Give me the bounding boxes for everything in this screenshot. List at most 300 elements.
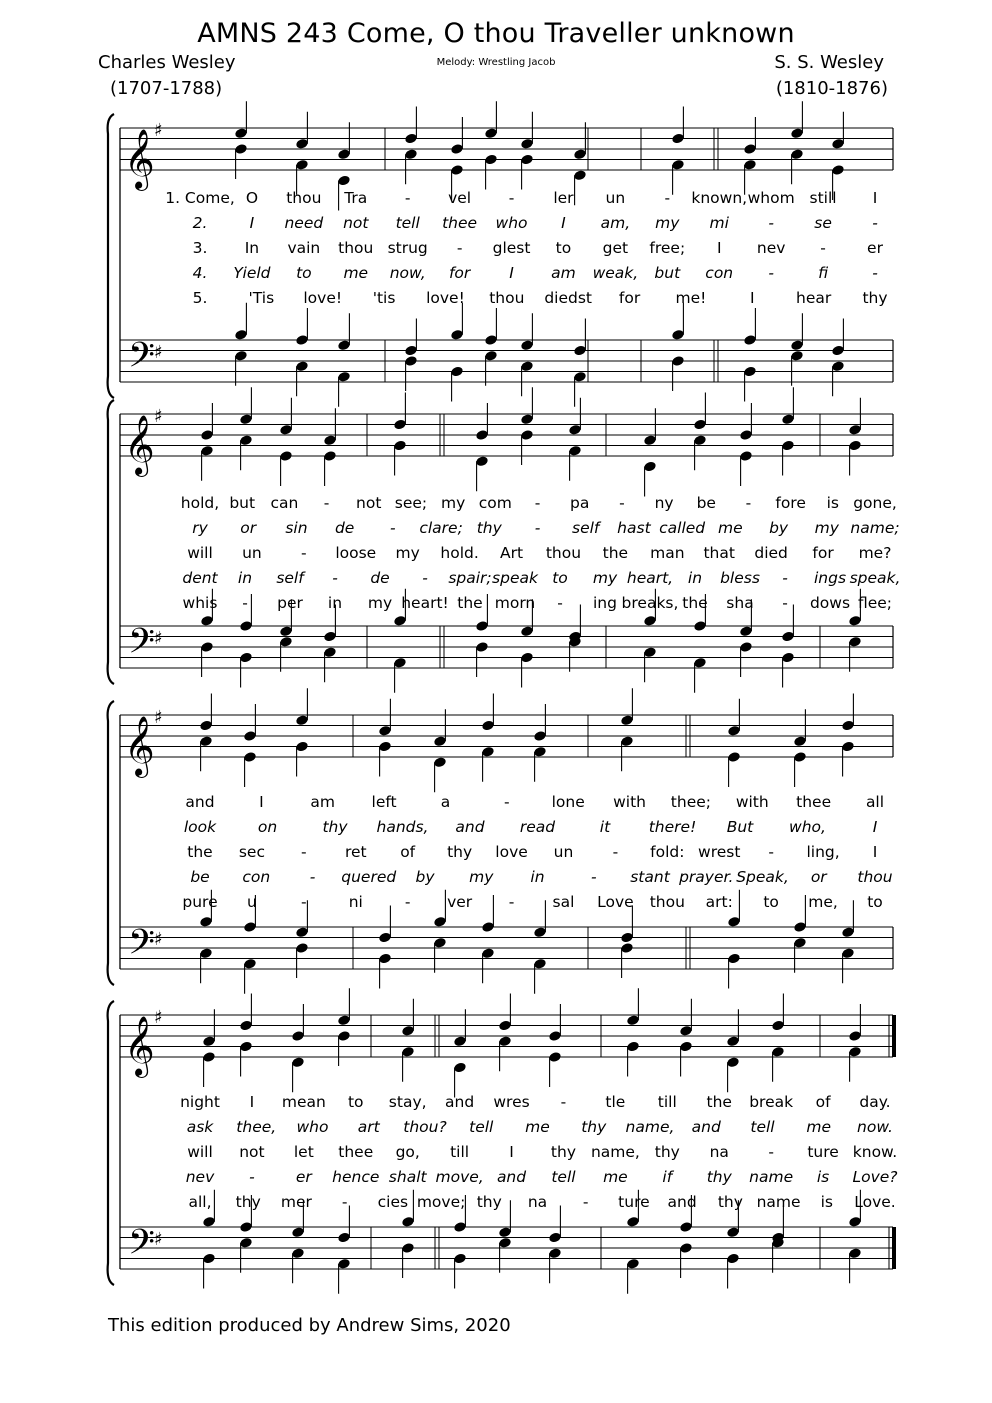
treble-clef-icon: 𝄞 <box>124 415 155 475</box>
lyric-syllable: speak, <box>849 569 901 587</box>
lyric-syllable: and <box>496 1168 527 1186</box>
lyric-syllable: - <box>323 494 330 512</box>
lyric-syllable: thou? <box>403 1118 447 1136</box>
lyric-syllable: who <box>495 214 528 232</box>
lyric-syllable: move; <box>416 1193 466 1211</box>
alto-note <box>239 1040 253 1052</box>
soprano-note <box>404 132 418 144</box>
bass-note <box>790 350 804 362</box>
lyric-syllable: thee <box>442 214 478 232</box>
lyric-syllable: wrest <box>698 843 741 861</box>
lyric-syllable: - <box>619 494 625 512</box>
tenor-note <box>475 620 489 632</box>
lyric-syllable: can <box>270 494 299 512</box>
bass-note <box>337 371 351 383</box>
alto-note <box>739 450 753 462</box>
tenor-note <box>393 615 407 627</box>
lyric-syllable: hold, <box>180 494 220 512</box>
lyric-syllable: in <box>687 569 703 587</box>
lyric-syllable: it <box>599 818 611 836</box>
lyric-syllable: ings <box>813 569 847 587</box>
lyric-syllable: name; <box>850 519 900 537</box>
lyric-syllable: I <box>509 264 514 282</box>
soprano-note <box>790 127 804 139</box>
lyric-syllable: un <box>553 843 574 861</box>
lyric-syllable: un <box>605 189 626 207</box>
lyric-syllable: ry <box>192 519 208 537</box>
tenor-note <box>295 334 309 346</box>
alto-note <box>199 735 213 747</box>
lyric-syllable: er <box>295 1168 312 1186</box>
alto-note <box>378 740 392 752</box>
lyric-syllable: and <box>455 818 485 836</box>
tenor-note <box>453 1221 467 1233</box>
alto-note <box>793 751 807 763</box>
alto-note <box>404 148 418 160</box>
soprano-note <box>533 730 547 742</box>
alto-note <box>520 153 534 165</box>
alto-note <box>481 746 495 758</box>
tenor-note <box>202 1216 216 1228</box>
composer-dates: (1810-1876) <box>775 78 888 99</box>
tenor-note <box>548 1231 562 1243</box>
sharp-icon: ♯ <box>154 929 163 950</box>
soprano-note <box>295 714 309 726</box>
lyric-syllable: sal <box>552 893 575 911</box>
lyric-syllable: free; <box>649 239 686 257</box>
lyric-syllable: be <box>190 868 210 886</box>
lyric-syllable: se <box>814 214 832 232</box>
author-dates: (1707-1788) <box>110 78 223 99</box>
lyric-syllable: name <box>749 1168 794 1186</box>
lyric-syllable: ture <box>807 1143 839 1161</box>
lyric-syllable: sin <box>285 519 308 537</box>
alto-note <box>401 1046 415 1058</box>
bass-note <box>841 947 855 959</box>
treble-clef-icon: 𝄞 <box>124 1016 155 1076</box>
bass-note <box>453 1252 467 1264</box>
lyric-syllable: thou <box>286 189 322 207</box>
bass-note <box>323 646 337 658</box>
lyric-syllable: - <box>782 569 788 587</box>
sharp-icon: ♯ <box>154 1229 163 1250</box>
lyric-syllable: con <box>242 868 271 886</box>
lyric-syllable: need <box>284 214 324 232</box>
lyric-syllable: look <box>183 818 217 836</box>
soprano-note <box>337 1014 351 1026</box>
tenor-note <box>671 329 685 341</box>
lyric-syllable: - <box>768 1143 774 1161</box>
alto-note <box>679 1040 693 1052</box>
lyric-syllable: with <box>613 793 646 811</box>
bass-note <box>498 1237 512 1249</box>
tenor-note <box>726 1226 740 1238</box>
lyric-syllable: love <box>495 843 528 861</box>
bass-note <box>295 942 309 954</box>
bass-note <box>848 1247 862 1259</box>
lyric-syllable: ing <box>593 594 617 612</box>
lyric-syllable: I <box>259 793 264 811</box>
alto-note <box>790 148 804 160</box>
bass-note <box>573 371 587 383</box>
tenor-note <box>450 329 464 341</box>
soprano-note <box>573 148 587 160</box>
bass-note <box>200 641 214 653</box>
soprano-note <box>484 127 498 139</box>
soprano-note <box>548 1030 562 1042</box>
tenor-note <box>200 615 214 627</box>
lyric-syllable: O <box>245 189 259 207</box>
system-bracket <box>108 114 114 398</box>
lyric-syllable: my <box>592 569 618 587</box>
soprano-note <box>481 719 495 731</box>
soprano-note <box>671 132 685 144</box>
sharp-icon: ♯ <box>154 628 163 649</box>
bass-note <box>239 1237 253 1249</box>
tenor-note <box>573 344 587 356</box>
tenor-note <box>481 921 495 933</box>
lyric-syllable: loose <box>335 544 377 562</box>
lyric-syllable: hence <box>332 1168 380 1186</box>
alto-note <box>433 756 447 768</box>
lyric-syllable: be <box>696 494 716 512</box>
lyric-syllable: un <box>242 544 262 562</box>
lyric-syllable: on <box>257 818 278 836</box>
bass-clef-icon: 𝄢 <box>128 921 156 971</box>
lyric-syllable: vain <box>287 239 321 257</box>
tenor-note <box>378 931 392 943</box>
lyric-syllable: the <box>187 843 213 861</box>
soprano-note <box>620 714 634 726</box>
lyric-syllable: lone <box>551 793 585 811</box>
tenor-note <box>781 630 795 642</box>
alto-note <box>620 735 634 747</box>
lyric-syllable: is <box>820 1193 833 1211</box>
lyric-syllable: - <box>612 843 619 861</box>
alto-note <box>323 450 337 462</box>
final-barline <box>892 1227 896 1269</box>
lyric-syllable: me <box>525 1118 550 1136</box>
alto-note <box>243 751 257 763</box>
bass-note <box>404 355 418 367</box>
bass-note <box>295 360 309 372</box>
alto-note <box>393 439 407 451</box>
tenor-note <box>520 339 534 351</box>
lyric-syllable: - <box>820 239 826 257</box>
alto-note <box>234 143 248 155</box>
lyric-syllable: - <box>782 594 788 612</box>
lyric-syllable: till <box>657 1093 677 1111</box>
lyric-syllable: or <box>810 868 827 886</box>
lyric-syllable: whis <box>182 594 218 612</box>
bass-note <box>793 937 807 949</box>
tenor-note <box>831 344 845 356</box>
lyric-syllable: night <box>180 1093 220 1111</box>
alto-note <box>693 434 707 446</box>
alto-note <box>743 159 757 171</box>
lyric-syllable: Tra <box>344 189 368 207</box>
soprano-note <box>743 143 757 155</box>
tenor-note <box>498 1226 512 1238</box>
soprano-note <box>433 735 447 747</box>
lyric-syllable: me <box>718 519 743 537</box>
lyric-syllable: - <box>332 569 338 587</box>
soprano-note <box>568 424 582 436</box>
tenor-note <box>243 921 257 933</box>
tenor-note <box>520 625 534 637</box>
lyric-syllable: de <box>370 569 390 587</box>
soprano-note <box>520 138 534 150</box>
alto-note <box>484 153 498 165</box>
lyric-syllable: day. <box>859 1093 891 1111</box>
lyric-syllable: but <box>229 494 256 512</box>
lyric-syllable: died <box>754 544 788 562</box>
bass-note <box>743 365 757 377</box>
alto-note <box>239 434 253 446</box>
treble-clef-icon: 𝄞 <box>124 129 155 189</box>
alto-note <box>671 159 685 171</box>
alto-note <box>279 450 293 462</box>
lyric-syllable: - <box>768 264 774 282</box>
lyric-syllable: thou <box>338 239 374 257</box>
tenor-note <box>401 1216 415 1228</box>
lyric-syllable: of <box>400 843 416 861</box>
lyric-syllable: thy <box>235 1193 261 1211</box>
lyric-syllable: - <box>404 189 411 207</box>
lyric-syllable: me <box>343 264 369 282</box>
lyric-syllable: com <box>478 494 512 512</box>
lyric-syllable: hold. <box>440 544 479 562</box>
tenor-note <box>295 926 309 938</box>
lyric-syllable: I <box>509 1143 514 1161</box>
lyric-syllable: or <box>240 519 257 537</box>
lyric-syllable: diedst <box>544 289 593 307</box>
lyric-syllable: me! <box>675 289 707 307</box>
lyric-syllable: my <box>469 868 494 886</box>
lyric-syllable: I <box>561 214 566 232</box>
soprano-note <box>199 719 213 731</box>
alto-note <box>337 174 351 186</box>
lyric-syllable: Yield <box>233 264 271 282</box>
lyric-syllable: to <box>763 893 779 911</box>
lyric-syllable: - <box>872 214 878 232</box>
lyric-syllable: cies <box>377 1193 409 1211</box>
lyric-syllable: tell <box>395 214 420 232</box>
treble-clef-icon: 𝄞 <box>124 716 155 776</box>
soprano-note <box>520 413 534 425</box>
lyric-syllable: am, <box>600 214 631 232</box>
lyric-syllable: by <box>415 868 435 886</box>
lyric-syllable: weak, <box>592 264 639 282</box>
lyric-syllable: - <box>301 893 307 911</box>
soprano-note <box>848 1030 862 1042</box>
bass-clef-icon: 𝄢 <box>128 620 156 670</box>
lyric-syllable: and <box>185 793 215 811</box>
soprano-note <box>243 730 257 742</box>
soprano-note <box>239 413 253 425</box>
soprano-note <box>726 1035 740 1047</box>
lyric-syllable: - <box>456 239 463 257</box>
bass-note <box>378 952 392 964</box>
lyric-syllable: to <box>552 569 568 587</box>
lyric-syllable: tell <box>469 1118 494 1136</box>
alto-note <box>771 1046 785 1058</box>
lyric-syllable: pure <box>182 893 218 911</box>
lyric-syllable: by <box>769 519 789 537</box>
lyric-syllable: not <box>239 1143 265 1161</box>
lyric-syllable: thou <box>857 868 893 886</box>
lyric-syllable: called <box>659 519 706 537</box>
lyric-syllable: I <box>749 289 755 307</box>
alto-note <box>533 746 547 758</box>
tenor-note <box>533 926 547 938</box>
lyric-syllable: vel <box>448 189 472 207</box>
lyric-syllable: me, <box>808 893 838 911</box>
lyric-syllable: read <box>519 818 556 836</box>
lyric-syllable: self <box>572 519 600 537</box>
tenor-note <box>433 916 447 928</box>
lyric-syllable: thy <box>322 818 348 836</box>
bass-clef-icon: 𝄢 <box>128 334 156 384</box>
lyric-syllable: thy <box>476 519 502 537</box>
bass-note <box>671 355 685 367</box>
lyric-syllable: in <box>327 594 343 612</box>
lyric-syllable: thy <box>654 1143 680 1161</box>
tenor-note <box>626 1216 640 1228</box>
lyric-syllable: thy <box>447 843 473 861</box>
lyric-syllable: hands, <box>376 818 429 836</box>
lyric-syllable: thou <box>649 893 685 911</box>
lyric-syllable: all <box>865 793 885 811</box>
lyric-syllable: wres <box>493 1093 530 1111</box>
alto-note <box>202 1051 216 1063</box>
alto-note <box>727 751 741 763</box>
lyric-syllable: clare; <box>419 519 463 537</box>
final-barline <box>892 1015 896 1057</box>
lyric-syllable: thy <box>717 1193 743 1211</box>
tenor-note <box>739 625 753 637</box>
hymn-title: AMNS 243 Come, O thou Traveller unknown <box>197 18 795 49</box>
alto-note <box>841 740 855 752</box>
melody-name: Melody: Wrestling Jacob <box>436 57 556 68</box>
bass-note <box>626 1258 640 1270</box>
bass-note <box>520 651 534 663</box>
lyric-syllable: who <box>296 1118 329 1136</box>
system-bracket <box>108 701 114 985</box>
lyric-syllable: am <box>551 264 576 282</box>
lyric-syllable: thou <box>489 289 525 307</box>
lyric-syllable: move, <box>435 1168 484 1186</box>
lyric-syllable: of <box>815 1093 831 1111</box>
lyric-syllable: hast <box>617 519 651 537</box>
bass-note <box>848 636 862 648</box>
lyric-syllable: still <box>809 189 837 207</box>
bass-note <box>620 942 634 954</box>
lyric-syllable: 'tis <box>372 289 396 307</box>
lyric-syllable: and <box>445 1093 475 1111</box>
lyric-syllable: mi <box>709 214 729 232</box>
lyric-syllable: me <box>603 1168 628 1186</box>
soprano-note <box>393 418 407 430</box>
lyric-syllable: in <box>530 868 545 886</box>
lyric-syllable: flee; <box>857 594 893 612</box>
alto-note <box>337 1030 351 1042</box>
lyric-syllable: - <box>872 264 878 282</box>
lyric-syllable: to <box>555 239 572 257</box>
bass-note <box>202 1252 216 1264</box>
lyric-syllable: the <box>602 544 629 562</box>
lyric-syllable: de <box>334 519 355 537</box>
lyric-syllable: but <box>654 264 681 282</box>
lyric-syllable: 5. <box>192 289 208 307</box>
lyric-syllable: con <box>705 264 734 282</box>
alto-note <box>848 439 862 451</box>
lyric-syllable: and <box>667 1193 697 1211</box>
lyric-syllable: - <box>504 793 510 811</box>
bass-note <box>693 657 707 669</box>
tenor-note <box>239 1221 253 1233</box>
bass-note <box>726 1252 740 1264</box>
lyric-syllable: name, <box>590 1143 640 1161</box>
tenor-note <box>404 344 418 356</box>
lyric-syllable: to <box>347 1093 364 1111</box>
lyric-syllable: man <box>650 544 685 562</box>
lyric-syllable: thy <box>476 1193 502 1211</box>
lyric-syllable: ni <box>348 893 363 911</box>
lyric-syllable: and <box>691 1118 721 1136</box>
lyric-syllable: ver <box>447 893 473 911</box>
lyric-syllable: all, <box>188 1193 212 1211</box>
lyric-syllable: the <box>706 1093 732 1111</box>
lyric-syllable: - <box>508 189 515 207</box>
lyric-syllable: spair; <box>448 569 492 587</box>
lyric-syllable: the <box>457 594 483 612</box>
lyric-syllable: morn <box>494 594 536 612</box>
sharp-icon: ♯ <box>154 1007 163 1028</box>
lyric-syllable: Art <box>500 544 524 562</box>
lyric-syllable: - <box>242 594 248 612</box>
tenor-note <box>848 1216 862 1228</box>
lyric-syllable: - <box>582 1193 589 1211</box>
soprano-note <box>848 424 862 436</box>
lyric-syllable: But <box>726 818 754 836</box>
alto-note <box>643 460 657 472</box>
lyric-syllable: pa <box>570 494 590 512</box>
lyric-syllable: stant <box>630 868 670 886</box>
lyric-syllable: - <box>341 1193 348 1211</box>
alto-note <box>573 169 587 181</box>
tenor-note <box>323 630 337 642</box>
lyric-syllable: mean <box>281 1093 326 1111</box>
lyric-syllable: that <box>703 544 735 562</box>
author-name: Charles Wesley <box>98 52 236 73</box>
lyric-syllable: name <box>756 1193 801 1211</box>
lyric-syllable: 1. Come, <box>165 189 235 207</box>
soprano-note <box>450 143 464 155</box>
sharp-icon: ♯ <box>154 342 163 363</box>
lyric-syllable: self <box>276 569 304 587</box>
bass-note <box>401 1242 415 1254</box>
lyric-syllable: with <box>735 793 769 811</box>
lyric-syllable: will <box>187 1143 213 1161</box>
lyric-syllable: - <box>309 868 316 886</box>
soprano-note <box>337 148 351 160</box>
alto-note <box>781 439 795 451</box>
lyric-syllable: - <box>590 868 597 886</box>
lyric-syllable: - <box>768 214 774 232</box>
soprano-note <box>739 429 753 441</box>
bass-note <box>727 952 741 964</box>
